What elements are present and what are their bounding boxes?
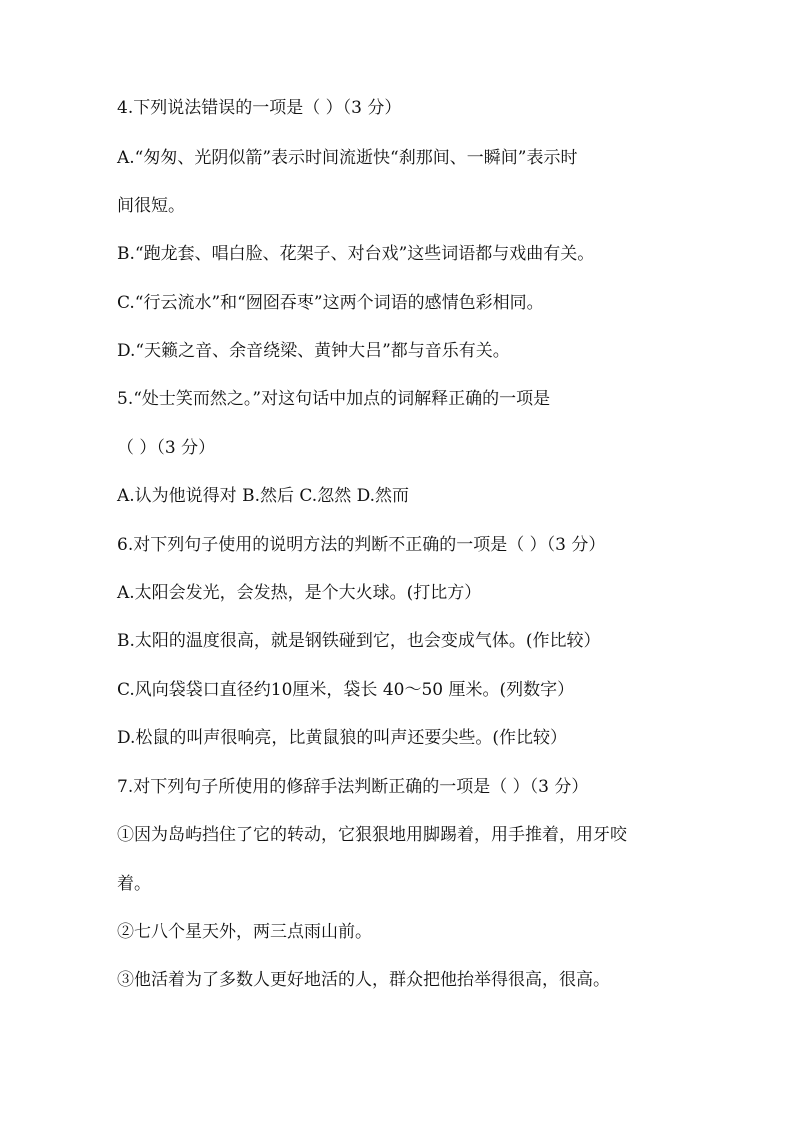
question-4-option-d: D.“天籁之音、余音绕梁、黄钟大吕”都与音乐有关。 bbox=[117, 341, 510, 361]
question-6-stem: 6.对下列句子使用的说明方法的判断不正确的一项是（ ）（3 分） bbox=[117, 535, 606, 555]
question-7-sentence-1-cont: 着。 bbox=[117, 874, 151, 894]
question-4-option-a: A.“匆匆、光阴似箭”表示时间流逝快“刹那间、一瞬间”表示时 bbox=[117, 148, 578, 168]
question-7-stem: 7.对下列句子所使用的修辞手法判断正确的一项是（ ）（3 分） bbox=[117, 777, 589, 797]
question-6-option-a: A.太阳会发光，会发热，是个大火球。(打比方） bbox=[117, 583, 482, 603]
question-4-option-a-cont: 间很短。 bbox=[117, 196, 185, 216]
question-5-options: A.认为他说得对 B.然后 C.忽然 D.然而 bbox=[117, 486, 410, 506]
question-4-stem: 4.下列说法错误的一项是（ ）（3 分） bbox=[117, 98, 402, 118]
question-7-sentence-3: ③他活着为了多数人更好地活的人，群众把他抬举得很高，很高。 bbox=[117, 970, 610, 990]
question-6-option-d: D.松鼠的叫声很响亮，比黄鼠狼的叫声还要尖些。(作比较） bbox=[117, 728, 568, 748]
question-6-option-b: B.太阳的温度很高，就是钢铁碰到它，也会变成气体。(作比较） bbox=[117, 631, 601, 651]
question-4-option-c: C.“行云流水”和“囫囵吞枣”这两个词语的感情色彩相同。 bbox=[117, 293, 544, 313]
question-5-stem: 5.“处士笑而然之。”对这句话中加点的词解释正确的一项是 bbox=[117, 389, 551, 409]
question-5-stem-cont: （ ）（3 分） bbox=[117, 438, 216, 458]
question-6-option-c: C.风向袋袋口直径约10厘米，袋长 40～50 厘米。(列数字） bbox=[117, 680, 575, 700]
question-7-sentence-1: ①因为岛屿挡住了它的转动，它狠狠地用脚踢着，用手推着，用牙咬 bbox=[117, 825, 627, 845]
question-7-sentence-2: ②七八个星天外，两三点雨山前。 bbox=[117, 922, 372, 942]
question-4-option-b: B.“跑龙套、唱白脸、花架子、对台戏”这些词语都与戏曲有关。 bbox=[117, 244, 595, 264]
